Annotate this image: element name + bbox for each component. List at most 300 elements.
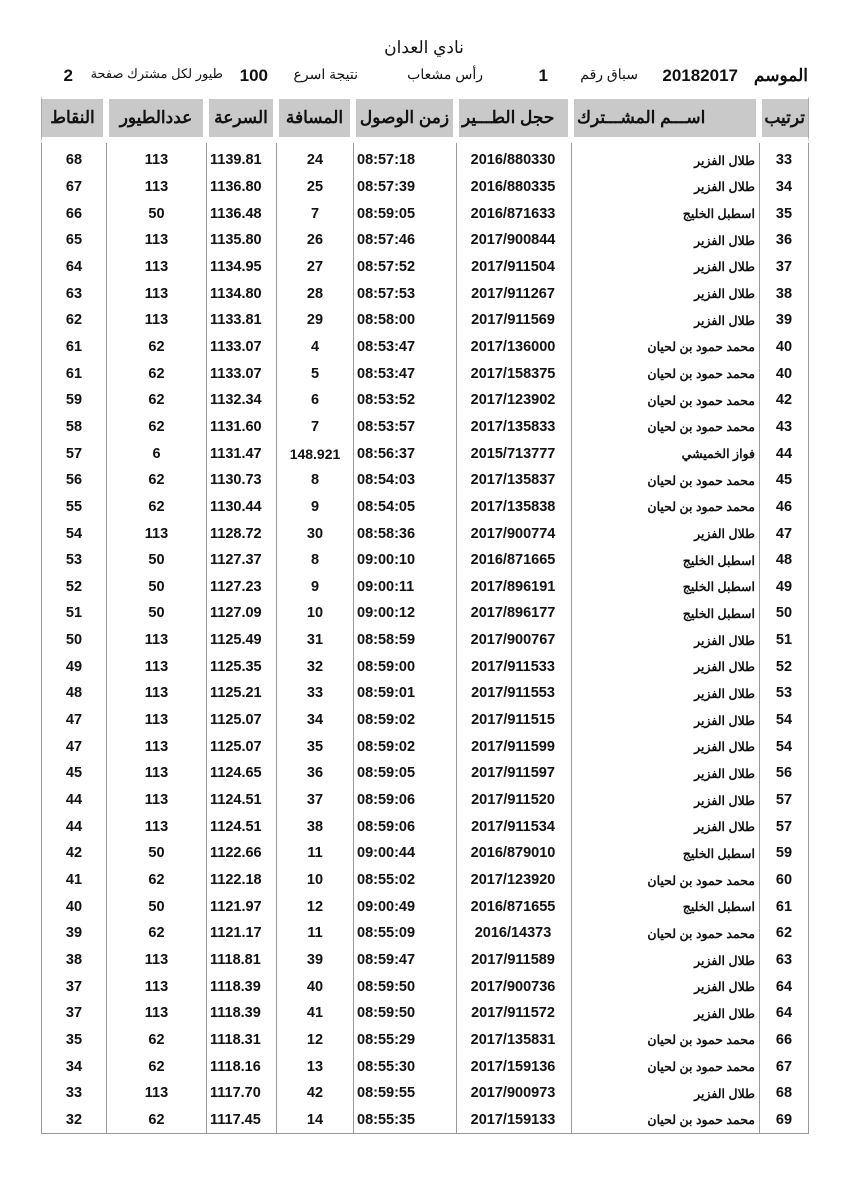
table-row — [41, 920, 809, 947]
cell-ring-number: 2016/880335 — [456, 174, 571, 201]
cell-speed: 1117.70 — [206, 1080, 276, 1107]
cell-distance: 24 — [276, 143, 353, 174]
cell-points: 65 — [41, 227, 106, 254]
cell-bird-count: 113 — [106, 947, 206, 974]
cell-arrival-time: 08:53:47 — [353, 360, 456, 387]
cell-ring-number: 2017/911267 — [456, 280, 571, 307]
cell-speed: 1139.81 — [206, 143, 276, 174]
fastest-label: نتيجة اسرع — [293, 66, 358, 82]
cell-member-name: طلال الفزير — [571, 307, 759, 334]
cell-points: 58 — [41, 414, 106, 441]
cell-member-name: طلال الفزير — [571, 760, 759, 787]
cell-bird-count: 113 — [106, 307, 206, 334]
table-row — [41, 174, 809, 201]
cell-ring-number: 2017/135837 — [456, 467, 571, 494]
cell-arrival-time: 09:00:10 — [353, 547, 456, 574]
cell-ring-number: 2016/871665 — [456, 547, 571, 574]
cell-distance: 38 — [276, 813, 353, 840]
cell-arrival-time: 08:54:05 — [353, 494, 456, 521]
cell-ring-number: 2016/14373 — [456, 920, 571, 947]
cell-points: 64 — [41, 254, 106, 281]
cell-member-name: اسطبل الخليج — [571, 574, 759, 601]
cell-points: 50 — [41, 627, 106, 654]
cell-member-name: محمد حمود بن لحيان — [571, 360, 759, 387]
cell-speed: 1127.23 — [206, 574, 276, 601]
cell-member-name: طلال الفزير — [571, 254, 759, 281]
cell-speed: 1131.60 — [206, 414, 276, 441]
column-header-distance: المسافة — [276, 96, 353, 143]
cell-distance: 34 — [276, 707, 353, 734]
per-member-label: طيور لكل مشترك صفحة — [90, 66, 223, 81]
cell-ring-number: 2015/713777 — [456, 440, 571, 467]
cell-bird-count: 50 — [106, 840, 206, 867]
table-row — [41, 973, 809, 1000]
cell-arrival-time: 09:00:44 — [353, 840, 456, 867]
cell-arrival-time: 08:55:35 — [353, 1107, 456, 1135]
cell-distance: 40 — [276, 973, 353, 1000]
cell-points: 41 — [41, 867, 106, 894]
cell-points: 52 — [41, 574, 106, 601]
cell-bird-count: 50 — [106, 574, 206, 601]
cell-ring-number: 2017/135833 — [456, 414, 571, 441]
cell-bird-count: 113 — [106, 254, 206, 281]
cell-ring-number: 2016/871633 — [456, 200, 571, 227]
cell-member-name: طلال الفزير — [571, 813, 759, 840]
cell-bird-count: 62 — [106, 360, 206, 387]
column-header-rank: ترتيب — [759, 96, 809, 143]
cell-member-name: اسطبل الخليج — [571, 893, 759, 920]
cell-speed: 1121.97 — [206, 893, 276, 920]
cell-arrival-time: 08:59:00 — [353, 653, 456, 680]
cell-speed: 1122.18 — [206, 867, 276, 894]
season-label: الموسم — [753, 66, 808, 85]
cell-arrival-time: 09:00:49 — [353, 893, 456, 920]
cell-ring-number: 2017/123902 — [456, 387, 571, 414]
cell-points: 66 — [41, 200, 106, 227]
cell-bird-count: 6 — [106, 440, 206, 467]
cell-points: 37 — [41, 1000, 106, 1027]
cell-distance: 27 — [276, 254, 353, 281]
cell-distance: 12 — [276, 893, 353, 920]
cell-rank: 63 — [759, 947, 809, 974]
cell-points: 56 — [41, 467, 106, 494]
cell-arrival-time: 08:54:03 — [353, 467, 456, 494]
cell-member-name: محمد حمود بن لحيان — [571, 1027, 759, 1054]
cell-member-name: طلال الفزير — [571, 973, 759, 1000]
cell-arrival-time: 09:00:12 — [353, 600, 456, 627]
cell-bird-count: 113 — [106, 280, 206, 307]
cell-speed: 1124.51 — [206, 813, 276, 840]
cell-member-name: طلال الفزير — [571, 174, 759, 201]
cell-arrival-time: 08:58:59 — [353, 627, 456, 654]
cell-ring-number: 2017/900774 — [456, 520, 571, 547]
cell-points: 35 — [41, 1027, 106, 1054]
cell-distance: 29 — [276, 307, 353, 334]
column-header-speed: السرعة — [206, 96, 276, 143]
cell-bird-count: 62 — [106, 867, 206, 894]
cell-member-name: محمد حمود بن لحيان — [571, 1053, 759, 1080]
cell-distance: 9 — [276, 574, 353, 601]
cell-ring-number: 2017/911533 — [456, 653, 571, 680]
table-row — [41, 414, 809, 441]
cell-ring-number: 2016/871655 — [456, 893, 571, 920]
cell-rank: 36 — [759, 227, 809, 254]
cell-ring-number: 2017/896177 — [456, 600, 571, 627]
cell-arrival-time: 08:59:05 — [353, 760, 456, 787]
cell-member-name: فواز الخميشي — [571, 440, 759, 467]
table-row — [41, 653, 809, 680]
cell-distance: 36 — [276, 760, 353, 787]
cell-speed: 1117.45 — [206, 1107, 276, 1135]
cell-rank: 59 — [759, 840, 809, 867]
table-row — [41, 947, 809, 974]
column-header-member-name: اســـم المشـــترك — [571, 96, 759, 143]
cell-points: 45 — [41, 760, 106, 787]
cell-bird-count: 62 — [106, 414, 206, 441]
cell-distance: 13 — [276, 1053, 353, 1080]
cell-rank: 64 — [759, 973, 809, 1000]
cell-arrival-time: 08:59:55 — [353, 1080, 456, 1107]
table-row — [41, 867, 809, 894]
cell-member-name: محمد حمود بن لحيان — [571, 334, 759, 361]
cell-speed: 1131.47 — [206, 440, 276, 467]
cell-ring-number: 2017/911520 — [456, 787, 571, 814]
cell-bird-count: 113 — [106, 227, 206, 254]
cell-points: 49 — [41, 653, 106, 680]
table-row — [41, 1027, 809, 1054]
cell-bird-count: 62 — [106, 467, 206, 494]
cell-speed: 1132.34 — [206, 387, 276, 414]
cell-bird-count: 62 — [106, 494, 206, 521]
column-header-points: النقاط — [41, 96, 106, 143]
cell-ring-number: 2017/911569 — [456, 307, 571, 334]
cell-rank: 67 — [759, 1053, 809, 1080]
table-row — [41, 574, 809, 601]
table-row — [41, 680, 809, 707]
cell-rank: 61 — [759, 893, 809, 920]
cell-ring-number: 2017/158375 — [456, 360, 571, 387]
table-row — [41, 600, 809, 627]
cell-bird-count: 62 — [106, 1053, 206, 1080]
cell-member-name: محمد حمود بن لحيان — [571, 494, 759, 521]
cell-distance: 11 — [276, 920, 353, 947]
cell-arrival-time: 08:58:36 — [353, 520, 456, 547]
cell-points: 61 — [41, 334, 106, 361]
cell-speed: 1128.72 — [206, 520, 276, 547]
table-row — [41, 494, 809, 521]
cell-rank: 57 — [759, 787, 809, 814]
cell-speed: 1125.49 — [206, 627, 276, 654]
table-row — [41, 280, 809, 307]
cell-points: 47 — [41, 733, 106, 760]
cell-bird-count: 113 — [106, 653, 206, 680]
cell-speed: 1130.44 — [206, 494, 276, 521]
cell-speed: 1118.81 — [206, 947, 276, 974]
cell-arrival-time: 08:55:29 — [353, 1027, 456, 1054]
cell-speed: 1125.07 — [206, 707, 276, 734]
race-number: 1 — [538, 66, 548, 85]
cell-speed: 1122.66 — [206, 840, 276, 867]
cell-speed: 1133.07 — [206, 334, 276, 361]
cell-distance: 9 — [276, 494, 353, 521]
cell-points: 53 — [41, 547, 106, 574]
cell-bird-count: 113 — [106, 627, 206, 654]
cell-points: 59 — [41, 387, 106, 414]
cell-ring-number: 2017/911515 — [456, 707, 571, 734]
cell-distance: 42 — [276, 1080, 353, 1107]
cell-member-name: محمد حمود بن لحيان — [571, 387, 759, 414]
cell-speed: 1125.35 — [206, 653, 276, 680]
cell-bird-count: 113 — [106, 174, 206, 201]
cell-ring-number: 2017/123920 — [456, 867, 571, 894]
cell-rank: 54 — [759, 707, 809, 734]
cell-speed: 1125.21 — [206, 680, 276, 707]
cell-speed: 1127.37 — [206, 547, 276, 574]
cell-speed: 1124.65 — [206, 760, 276, 787]
cell-ring-number: 2017/911553 — [456, 680, 571, 707]
cell-member-name: اسطبل الخليج — [571, 547, 759, 574]
cell-rank: 64 — [759, 1000, 809, 1027]
cell-ring-number: 2016/879010 — [456, 840, 571, 867]
cell-arrival-time: 08:59:02 — [353, 707, 456, 734]
cell-points: 67 — [41, 174, 106, 201]
cell-rank: 69 — [759, 1107, 809, 1135]
cell-member-name: طلال الفزير — [571, 787, 759, 814]
table-body — [41, 143, 809, 1134]
cell-rank: 49 — [759, 574, 809, 601]
cell-arrival-time: 08:55:09 — [353, 920, 456, 947]
cell-speed: 1135.80 — [206, 227, 276, 254]
table-row — [41, 467, 809, 494]
cell-rank: 47 — [759, 520, 809, 547]
cell-speed: 1136.80 — [206, 174, 276, 201]
cell-member-name: طلال الفزير — [571, 520, 759, 547]
cell-member-name: طلال الفزير — [571, 280, 759, 307]
cell-distance: 11 — [276, 840, 353, 867]
cell-bird-count: 113 — [106, 733, 206, 760]
column-header-ring-number: حجل الطـــير — [456, 96, 571, 143]
cell-rank: 54 — [759, 733, 809, 760]
table-row — [41, 893, 809, 920]
cell-rank: 40 — [759, 360, 809, 387]
cell-distance: 5 — [276, 360, 353, 387]
cell-distance: 33 — [276, 680, 353, 707]
cell-ring-number: 2017/911572 — [456, 1000, 571, 1027]
cell-arrival-time: 08:53:52 — [353, 387, 456, 414]
cell-arrival-time: 08:59:50 — [353, 973, 456, 1000]
cell-member-name: محمد حمود بن لحيان — [571, 920, 759, 947]
cell-rank: 52 — [759, 653, 809, 680]
race-location: رأس مشعاب — [407, 66, 483, 82]
cell-arrival-time: 08:59:50 — [353, 1000, 456, 1027]
cell-distance: 25 — [276, 174, 353, 201]
cell-speed: 1133.81 — [206, 307, 276, 334]
cell-speed: 1133.07 — [206, 360, 276, 387]
cell-points: 38 — [41, 947, 106, 974]
cell-speed: 1118.31 — [206, 1027, 276, 1054]
table-header-row — [41, 96, 809, 143]
cell-distance: 10 — [276, 867, 353, 894]
cell-member-name: طلال الفزير — [571, 733, 759, 760]
cell-points: 40 — [41, 893, 106, 920]
cell-arrival-time: 08:56:37 — [353, 440, 456, 467]
cell-ring-number: 2017/911534 — [456, 813, 571, 840]
cell-member-name: محمد حمود بن لحيان — [571, 467, 759, 494]
cell-rank: 38 — [759, 280, 809, 307]
cell-points: 57 — [41, 440, 106, 467]
cell-member-name: طلال الفزير — [571, 947, 759, 974]
cell-rank: 50 — [759, 600, 809, 627]
cell-rank: 62 — [759, 920, 809, 947]
cell-arrival-time: 08:59:47 — [353, 947, 456, 974]
cell-speed: 1134.80 — [206, 280, 276, 307]
cell-ring-number: 2017/135831 — [456, 1027, 571, 1054]
cell-rank: 60 — [759, 867, 809, 894]
cell-points: 32 — [41, 1107, 106, 1135]
cell-rank: 66 — [759, 1027, 809, 1054]
table-row — [41, 440, 809, 467]
cell-points: 63 — [41, 280, 106, 307]
cell-arrival-time: 08:57:46 — [353, 227, 456, 254]
table-row — [41, 1107, 809, 1135]
table-row — [41, 733, 809, 760]
cell-arrival-time: 08:59:06 — [353, 787, 456, 814]
cell-bird-count: 113 — [106, 680, 206, 707]
table-row — [41, 813, 809, 840]
cell-member-name: طلال الفزير — [571, 707, 759, 734]
cell-member-name: محمد حمود بن لحيان — [571, 867, 759, 894]
cell-rank: 37 — [759, 254, 809, 281]
table-row — [41, 1080, 809, 1107]
cell-ring-number: 2017/911597 — [456, 760, 571, 787]
cell-points: 44 — [41, 813, 106, 840]
cell-member-name: طلال الفزير — [571, 680, 759, 707]
fastest-count: 100 — [239, 66, 268, 85]
cell-member-name: طلال الفزير — [571, 627, 759, 654]
cell-rank: 48 — [759, 547, 809, 574]
table-row — [41, 760, 809, 787]
cell-bird-count: 62 — [106, 1027, 206, 1054]
cell-bird-count: 50 — [106, 893, 206, 920]
cell-speed: 1136.48 — [206, 200, 276, 227]
table-row — [41, 143, 809, 174]
cell-arrival-time: 08:58:00 — [353, 307, 456, 334]
cell-rank: 44 — [759, 440, 809, 467]
cell-points: 55 — [41, 494, 106, 521]
cell-rank: 33 — [759, 143, 809, 174]
cell-distance: 41 — [276, 1000, 353, 1027]
table-row — [41, 1000, 809, 1027]
cell-points: 51 — [41, 600, 106, 627]
cell-points: 34 — [41, 1053, 106, 1080]
cell-bird-count: 113 — [106, 1000, 206, 1027]
race-info — [0, 66, 848, 92]
cell-speed: 1125.07 — [206, 733, 276, 760]
cell-member-name: طلال الفزير — [571, 1000, 759, 1027]
cell-arrival-time: 08:59:06 — [353, 813, 456, 840]
cell-rank: 34 — [759, 174, 809, 201]
cell-bird-count: 62 — [106, 920, 206, 947]
table-row — [41, 520, 809, 547]
results-table — [41, 96, 809, 1134]
cell-bird-count: 50 — [106, 547, 206, 574]
cell-speed: 1118.16 — [206, 1053, 276, 1080]
cell-distance: 8 — [276, 467, 353, 494]
cell-distance: 30 — [276, 520, 353, 547]
cell-ring-number: 2017/900844 — [456, 227, 571, 254]
cell-arrival-time: 08:59:01 — [353, 680, 456, 707]
cell-distance: 28 — [276, 280, 353, 307]
cell-ring-number: 2017/900767 — [456, 627, 571, 654]
cell-points: 62 — [41, 307, 106, 334]
page-number: 2 — [63, 66, 73, 85]
cell-distance: 8 — [276, 547, 353, 574]
cell-distance: 26 — [276, 227, 353, 254]
cell-distance: 35 — [276, 733, 353, 760]
cell-member-name: طلال الفزير — [571, 227, 759, 254]
cell-points: 37 — [41, 973, 106, 1000]
cell-ring-number: 2017/911589 — [456, 947, 571, 974]
cell-distance: 148.921 — [276, 440, 353, 467]
cell-ring-number: 2017/159136 — [456, 1053, 571, 1080]
cell-rank: 51 — [759, 627, 809, 654]
table-row — [41, 840, 809, 867]
table-row — [41, 307, 809, 334]
cell-speed: 1124.51 — [206, 787, 276, 814]
cell-distance: 7 — [276, 200, 353, 227]
cell-points: 48 — [41, 680, 106, 707]
column-header-arrival-time: زمن الوصول — [353, 96, 456, 143]
cell-rank: 45 — [759, 467, 809, 494]
cell-bird-count: 113 — [106, 813, 206, 840]
cell-bird-count: 62 — [106, 334, 206, 361]
cell-rank: 42 — [759, 387, 809, 414]
cell-speed: 1118.39 — [206, 973, 276, 1000]
cell-arrival-time: 08:57:18 — [353, 143, 456, 174]
cell-ring-number: 2017/896191 — [456, 574, 571, 601]
table-row — [41, 200, 809, 227]
cell-arrival-time: 08:57:53 — [353, 280, 456, 307]
cell-distance: 32 — [276, 653, 353, 680]
table-row — [41, 627, 809, 654]
cell-member-name: طلال الفزير — [571, 1080, 759, 1107]
cell-distance: 10 — [276, 600, 353, 627]
cell-ring-number: 2017/900973 — [456, 1080, 571, 1107]
table-row — [41, 254, 809, 281]
cell-speed: 1118.39 — [206, 1000, 276, 1027]
cell-rank: 35 — [759, 200, 809, 227]
cell-points: 44 — [41, 787, 106, 814]
cell-arrival-time: 08:55:30 — [353, 1053, 456, 1080]
cell-distance: 12 — [276, 1027, 353, 1054]
cell-distance: 4 — [276, 334, 353, 361]
cell-bird-count: 50 — [106, 200, 206, 227]
cell-bird-count: 113 — [106, 1080, 206, 1107]
cell-member-name: محمد حمود بن لحيان — [571, 1107, 759, 1135]
cell-distance: 31 — [276, 627, 353, 654]
cell-ring-number: 2017/911504 — [456, 254, 571, 281]
cell-member-name: اسطبل الخليج — [571, 600, 759, 627]
cell-points: 33 — [41, 1080, 106, 1107]
table-row — [41, 387, 809, 414]
table-row — [41, 360, 809, 387]
cell-points: 42 — [41, 840, 106, 867]
cell-bird-count: 50 — [106, 600, 206, 627]
cell-rank: 57 — [759, 813, 809, 840]
cell-speed: 1134.95 — [206, 254, 276, 281]
cell-rank: 68 — [759, 1080, 809, 1107]
cell-ring-number: 2017/135838 — [456, 494, 571, 521]
